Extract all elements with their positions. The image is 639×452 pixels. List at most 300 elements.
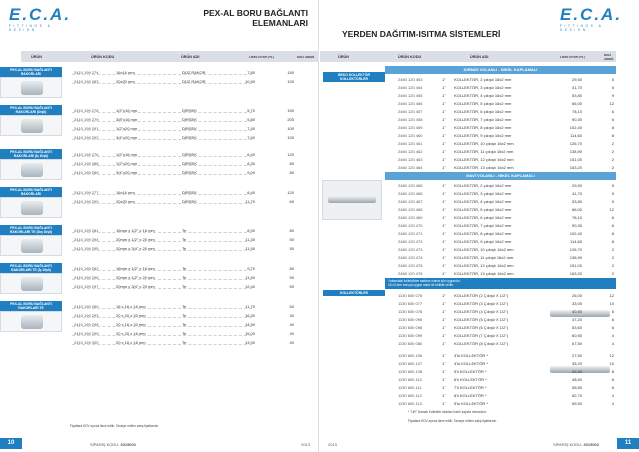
product-code: 2460 120 469 — [398, 215, 423, 220]
product-name: KOLLEKTÖR (6 Çıkışlı X 1/2") — [454, 325, 509, 330]
product-price: 41,70 — [571, 85, 582, 90]
product-code: 1130 600 107 — [398, 361, 423, 366]
product-size: 1/2"x16 mm — [116, 108, 138, 113]
row-divider — [72, 128, 252, 131]
row-divider — [72, 119, 252, 122]
product-name: KOLLEKTÖR, 5 çıkışlı 16x2 mm — [454, 101, 512, 106]
category-box — [0, 149, 62, 180]
row-divider — [72, 286, 252, 289]
product-code: 2410 199 281 — [74, 228, 99, 233]
product-code: 2460 120 476 — [398, 271, 423, 276]
product-price: 151,00 — [569, 263, 582, 268]
product-size: 20 x 16 x 16 mm — [116, 340, 146, 345]
row-divider — [72, 324, 252, 327]
product-name: KOLLEKTÖR, 4 çıkışlı 16x2 mm — [454, 93, 512, 98]
product-name: DÜZ RAKOR — [182, 79, 206, 84]
header-price: LİSTE FİYATI (TL) — [249, 54, 274, 59]
product-price: 11,70 — [245, 304, 255, 309]
product-size: 16mm x 1/2" x 16 mm — [116, 228, 155, 233]
product-code: 2410 199 299 — [74, 331, 99, 336]
product-dn: 1" — [442, 77, 446, 82]
left-page — [0, 0, 319, 452]
row-divider — [72, 201, 252, 204]
row-divider — [72, 230, 252, 233]
product-price: 7,40 — [247, 126, 255, 131]
category-box — [0, 67, 62, 98]
product-dn: 1" — [442, 207, 446, 212]
product-size: 20x20 mm — [116, 79, 135, 84]
product-qty: 5 — [611, 183, 614, 188]
header-price-right: LİSTE FİYATI (TL) — [560, 54, 585, 59]
product-dn: 1" — [442, 183, 446, 188]
row-divider — [72, 72, 252, 75]
product-price: 5,70 — [247, 108, 255, 113]
product-price: 47,20 — [571, 317, 582, 322]
product-qty: 8 — [611, 369, 614, 374]
product-price: 102,40 — [569, 231, 582, 236]
category-label: PEX-AL BORU BAĞLANTI RAKORLARI — [0, 67, 62, 77]
right-page-number: 11 — [617, 438, 639, 449]
product-dn: 1" — [442, 271, 446, 276]
product-qty: 60 — [289, 304, 294, 309]
product-code: 2460 120 455 — [398, 93, 423, 98]
product-image — [0, 159, 62, 180]
product-code: 2410 199 289 — [74, 170, 99, 175]
product-name: KOLLEKTÖR, 7 çıkışlı 16x2 mm — [454, 117, 512, 122]
product-qty: 50 — [289, 275, 294, 280]
product-name: KOLLEKTÖR, 11 çıkışlı 16x2 mm — [454, 149, 514, 154]
fitting-icon — [21, 163, 43, 177]
product-dn: 1" — [442, 401, 446, 406]
product-code: 2460 120 461 — [398, 141, 423, 146]
product-qty: 5 — [611, 85, 614, 90]
fitting-icon — [21, 239, 43, 253]
product-qty: 120 — [287, 190, 294, 195]
product-size: 3/8"x16 mm — [116, 117, 138, 122]
product-size: 20 x 16 x 20 mm — [116, 322, 146, 327]
row-divider — [72, 154, 252, 157]
product-price: 11,90 — [245, 275, 255, 280]
product-qty: 6 — [611, 117, 614, 122]
product-name: Te — [182, 237, 187, 242]
product-qty: 6 — [611, 309, 614, 314]
product-qty: 12 — [609, 353, 614, 358]
product-price: 40,50 — [571, 309, 582, 314]
product-name: Te — [182, 322, 187, 327]
product-size: 20mm x 1/2" x 20 mm — [116, 237, 155, 242]
product-dn: 1" — [442, 133, 446, 138]
product-qty: 200 — [287, 117, 294, 122]
product-name: DİRSEK — [182, 190, 197, 195]
product-price: 78,10 — [571, 215, 582, 220]
product-price: 5,80 — [247, 117, 255, 122]
header-name-right: ÜRÜN ADI — [470, 54, 489, 59]
category-label: PEX-AL BORU BAĞLANTI RAKORLARI TE — [0, 301, 62, 311]
product-dn: 1" — [442, 125, 446, 130]
product-price: 41,70 — [571, 191, 582, 196]
product-size: 1/2"x20 mm — [116, 161, 138, 166]
product-size: 20mm x 3/4" x 20 mm — [116, 246, 155, 251]
product-code: 1130 600 112 — [398, 393, 422, 398]
product-dn: 1" — [442, 317, 446, 322]
product-price: 53,60 — [571, 325, 582, 330]
product-dn: 1" — [442, 165, 446, 170]
product-price: 66,00 — [571, 101, 582, 106]
product-price: 67,50 — [571, 341, 582, 346]
product-qty: 5 — [611, 77, 614, 82]
row-divider — [72, 239, 252, 242]
product-name: KOLLEKTÖR, 9 çıkışlı 16x2 mm — [454, 239, 512, 244]
product-name: Te — [182, 284, 187, 289]
header-qty: KOLİ ADEDİ — [297, 54, 315, 59]
product-code: 1130 600 078 — [398, 309, 423, 314]
product-name: KOLLEKTÖR, 4 çıkışlı 16x2 mm — [454, 199, 512, 204]
product-name: KOLLEKTÖR, 3 çıkışlı 16x2 mm — [454, 85, 512, 90]
note-line-2: 16 x2 mm boruya uygun rakor ile birlikte verilir. — [388, 283, 454, 288]
product-dn: 1" — [442, 353, 446, 358]
product-dn: 1" — [442, 293, 446, 298]
product-qty: 2 — [611, 247, 614, 252]
product-name: DİRSEK — [182, 117, 197, 122]
product-qty: 12 — [609, 101, 614, 106]
product-qty: 120 — [287, 152, 294, 157]
product-code: 1130 600 106 — [398, 353, 423, 358]
product-price: 48,60 — [571, 377, 582, 382]
product-qty: 12 — [609, 293, 614, 298]
product-qty: 2 — [611, 255, 614, 260]
product-code: 2460 120 466 — [398, 191, 423, 196]
product-name: 5'li KOLLEKTÖR * — [454, 369, 487, 374]
product-qty: 60 — [289, 199, 294, 204]
row-divider — [72, 248, 252, 251]
product-qty: 2 — [611, 149, 614, 154]
product-dn: 1" — [442, 309, 446, 314]
product-code: 2410 199 293 — [74, 313, 99, 318]
product-dn: 1" — [442, 117, 446, 122]
product-qty: 6 — [611, 377, 614, 382]
product-price: 102,40 — [569, 125, 582, 130]
product-code: 2410 199 274 — [74, 70, 99, 75]
product-code: 2460 120 475 — [398, 263, 423, 268]
product-dn: 1" — [442, 191, 446, 196]
product-qty: 150 — [287, 108, 294, 113]
product-price: 62,70 — [571, 393, 582, 398]
product-code: 2410 199 290 — [74, 199, 99, 204]
product-price: 151,00 — [569, 157, 582, 162]
product-name: KOLLEKTÖR, 6 çıkışlı 16x2 mm — [454, 109, 512, 114]
product-name: 4'lü KOLLEKTÖR * — [454, 361, 488, 366]
header-qty-right: KOLİ ADEDİ — [604, 52, 614, 61]
product-dn: 1" — [442, 341, 446, 346]
product-qty: 100 — [287, 79, 294, 84]
product-image — [0, 235, 62, 256]
product-name: KOLLEKTÖR, 7 çıkışlı 16x2 mm — [454, 223, 512, 228]
brand-logo-right — [560, 6, 630, 32]
product-name: KOLLEKTÖR, 13 çıkışlı 16x2 mm — [454, 165, 514, 170]
product-price: 27,50 — [571, 353, 582, 358]
product-code: 2460 120 468 — [398, 207, 423, 212]
product-qty: 2 — [611, 157, 614, 162]
left-footer-year: 2013 — [301, 442, 310, 447]
product-name: KOLLEKTÖR, 5 çıkışlı 16x2 mm — [454, 207, 512, 212]
product-code: 2460 120 465 — [398, 183, 423, 188]
product-code: 2460 120 453 — [398, 77, 423, 82]
product-dn: 1" — [442, 149, 446, 154]
product-dn: 1" — [442, 199, 446, 204]
product-dn: 1" — [442, 369, 446, 374]
product-qty: 6 — [611, 325, 614, 330]
product-dn: 1" — [442, 109, 446, 114]
row-divider — [72, 192, 252, 195]
product-code: 2410 199 276 — [74, 152, 99, 157]
product-name: Te — [182, 340, 187, 345]
left-footnote: Fiyatlara KDV ayrıca ilave edilir. Tavsiye edilen satış fiyatlarıdır. — [70, 424, 160, 428]
category-box-kollektor — [323, 290, 385, 296]
right-page-title: YERDEN DAĞITIM-ISITMA SİSTEMLERİ — [342, 29, 501, 39]
product-qty: 4 — [611, 341, 614, 346]
product-qty: 9 — [611, 93, 614, 98]
product-name: KOLLEKTÖR, 11 çıkışlı 16x2 mm — [454, 255, 514, 260]
product-code: 1130 600 098 — [398, 325, 423, 330]
product-qty: 150 — [287, 70, 294, 75]
band-blue: MAVİ VOLANLI - NİKEL KAPLAMALI — [385, 172, 616, 180]
category-label: PEX-AL BORU BAĞLANTI RAKORLARI TE (İç Dişli) — [0, 263, 62, 273]
right-table-header — [320, 51, 616, 62]
product-name: DİRSEK — [182, 108, 197, 113]
product-price: 55,80 — [571, 385, 582, 390]
product-size: 16 x 16 x 16 mm — [116, 304, 146, 309]
product-name: KOLLEKTÖR, 8 çıkışlı 16x2 mm — [454, 231, 512, 236]
product-name: KOLLEKTÖR (7 Çıkışlı X 1/2") — [454, 333, 509, 338]
product-price: 35,20 — [571, 361, 582, 366]
product-code: 1130 600 110 — [398, 377, 422, 382]
product-code: 2410 199 296 — [74, 275, 99, 280]
row-divider — [72, 342, 252, 345]
product-qty: 8 — [611, 133, 614, 138]
product-dn: 1" — [442, 93, 446, 98]
product-code: 2410 199 279 — [74, 117, 99, 122]
product-qty: 40 — [289, 340, 294, 345]
product-name: KOLLEKTÖR, 13 çıkışlı 16x2 mm — [454, 271, 514, 276]
fitting-icon — [21, 119, 43, 133]
product-dn: 1" — [442, 223, 446, 228]
product-name: KOLLEKTÖR (2 Çıkışlı X 1/2") — [454, 293, 509, 298]
category-box — [0, 301, 62, 332]
product-name: KOLLEKTÖR (3 Çıkışlı X 1/2") — [454, 301, 509, 306]
product-qty: 10 — [609, 361, 614, 366]
product-code: 1130 600 108 — [398, 369, 423, 374]
left-title-line1: PEX-AL BORU BAĞLANTI — [203, 8, 308, 18]
category-box — [0, 187, 62, 218]
right-footer: SİPARİŞ KODU: 3015002 — [553, 442, 599, 447]
manifold-icon — [328, 196, 376, 203]
product-code: 2460 120 463 — [398, 157, 423, 162]
product-code: 1130 600 096 — [398, 317, 423, 322]
product-price: 90,30 — [571, 117, 582, 122]
product-price: 114,60 — [570, 133, 582, 138]
product-size: 16mm x 1/2" x 16 mm — [116, 266, 155, 271]
product-price: 53,80 — [571, 199, 582, 204]
product-size: 16x16 mm — [116, 70, 135, 75]
product-qty: 80 — [289, 228, 294, 233]
product-name: KOLLEKTÖR, 9 çıkışlı 16x2 mm — [454, 133, 512, 138]
product-code: 2410 199 283 — [74, 79, 99, 84]
product-size: 3/4"x20 mm — [116, 135, 138, 140]
product-code: 2460 120 456 — [398, 101, 423, 106]
product-name: KOLLEKTÖR (5 Çıkışlı X 1/2") — [454, 317, 509, 322]
product-code: 2460 120 459 — [398, 125, 423, 130]
product-name: KOLLEKTÖR, 10 çıkışlı 16x2 mm — [454, 141, 514, 146]
right-footnote-2: Fiyatlara KDV ayrıca ilave edilir. Tavsiye edilen satış fiyatlarıdır. — [408, 419, 498, 423]
product-name: KOLLEKTÖR, 10 çıkışlı 16x2 mm — [454, 247, 514, 252]
product-price: 15,00 — [244, 331, 255, 336]
product-dn: 1" — [442, 301, 446, 306]
product-name: KOLLEKTÖR (4 Çıkışlı X 1/2") — [454, 309, 509, 314]
logo-tagline-right: FITTINGS & DESIGN — [560, 24, 604, 32]
product-image — [0, 311, 62, 332]
right-footnote-1: * "UR" Damalı Kollektör stoktan kısıtlı sayıda mevcuttur. — [408, 410, 487, 414]
product-qty: 4 — [611, 401, 614, 406]
product-dn: 1" — [442, 393, 446, 398]
product-dn: 1" — [442, 215, 446, 220]
product-image — [0, 77, 62, 98]
product-dn: 1" — [442, 247, 446, 252]
product-price: 11,70 — [245, 199, 255, 204]
product-price: 8,40 — [247, 190, 255, 195]
product-code: 2410 199 277 — [74, 190, 99, 195]
product-code: 2460 120 470 — [398, 223, 423, 228]
category-box — [0, 105, 62, 136]
product-name: KOLLEKTÖR, 2 çıkışlı 16x2 mm — [454, 77, 512, 82]
product-price: 12,40 — [244, 284, 255, 289]
product-code: 2460 120 472 — [398, 239, 423, 244]
product-size: 20 x 20 x 20 mm — [116, 313, 146, 318]
product-code: 2460 120 458 — [398, 117, 423, 122]
row-divider — [72, 137, 252, 140]
product-size: 20x20 mm — [116, 199, 135, 204]
product-code: 2410 199 297 — [74, 284, 99, 289]
product-name: Te — [182, 275, 187, 280]
product-qty: 50 — [289, 237, 294, 242]
product-price: 163,20 — [569, 165, 582, 170]
category-label: PEX-AL BORU BAĞLANTI RAKORLARI TE (Dış Dişli) — [0, 225, 62, 235]
product-dn: 1" — [442, 141, 446, 146]
product-price: 126,70 — [569, 141, 582, 146]
product-name: KOLLEKTÖR, 6 çıkışlı 16x2 mm — [454, 215, 512, 220]
product-dn: 1" — [442, 239, 446, 244]
row-divider — [72, 315, 252, 318]
product-code: 2460 120 462 — [398, 149, 423, 154]
product-code: 1130 600 080 — [398, 341, 423, 346]
note-line-1: Yukarıdaki kollektörler sadece ısıtma için uygundur. — [388, 279, 461, 283]
product-price: 90,30 — [571, 223, 582, 228]
product-size: 20mm x 3/4" x 20 mm — [116, 284, 155, 289]
left-page-number: 10 — [0, 438, 22, 449]
header-name: ÜRÜN ADI — [181, 54, 200, 59]
product-name: KOLLEKTÖR, 8 çıkışlı 16x2 mm — [454, 125, 512, 130]
header-code-right: ÜRÜN KODU — [398, 54, 422, 59]
left-table-header — [21, 51, 318, 62]
product-dn: 1" — [442, 157, 446, 162]
product-qty: 4 — [611, 333, 614, 338]
product-price: 9,00 — [247, 170, 255, 175]
header-product-right: ÜRÜN — [338, 54, 349, 59]
product-name: KOLLEKTÖR (8 Çıkışlı X 1/2") — [454, 341, 509, 346]
product-qty: 6 — [611, 223, 614, 228]
product-name: Te — [182, 266, 187, 271]
product-name: 6'lı KOLLEKTÖR * — [454, 377, 487, 382]
product-name: KOLLEKTÖR, 12 çıkışlı 16x2 mm — [454, 157, 514, 162]
category-box — [0, 263, 62, 294]
product-code: 2410 199 298 — [74, 322, 99, 327]
product-qty: 9 — [611, 199, 614, 204]
product-code: 2410 199 294 — [74, 237, 99, 242]
row-divider — [72, 277, 252, 280]
product-dn: 1" — [442, 325, 446, 330]
product-size: 1/2"x20 mm — [116, 126, 138, 131]
brand-logo — [9, 6, 79, 32]
right-footer-year: 2013 — [328, 442, 337, 447]
product-code: 2460 120 474 — [398, 255, 423, 260]
product-code: 1130 600 076 — [398, 293, 423, 298]
product-price: 16,30 — [244, 313, 255, 318]
logo-tagline: FITTINGS & DESIGN — [9, 24, 53, 32]
row-divider — [72, 333, 252, 336]
product-name: KOLLEKTÖR, 2 çıkışlı 16x2 mm — [454, 183, 512, 188]
row-divider — [72, 306, 252, 309]
fitting-icon — [21, 201, 43, 215]
product-code: 1130 600 113 — [398, 401, 422, 406]
fitting-icon — [21, 81, 43, 95]
product-qty: 2 — [611, 165, 614, 170]
product-qty: 80 — [289, 161, 294, 166]
product-name: DİRSEK — [182, 161, 197, 166]
category-label: BEKO KOLLEKTÖR KOLLEKTÖRLER — [323, 72, 385, 82]
product-code: 2460 120 460 — [398, 133, 423, 138]
category-label: PEX-AL BORU BAĞLANTI RAKORLARI (Dişli) — [0, 105, 62, 115]
product-name: Te — [182, 313, 187, 318]
product-name: 9'lu KOLLEKTÖR * — [454, 401, 488, 406]
product-price: 11,30 — [245, 237, 255, 242]
product-qty: 40 — [289, 322, 294, 327]
category-label: KOLLEKTÖRLER — [323, 290, 385, 296]
left-title-line2: ELEMANLARI — [252, 18, 308, 28]
product-image — [0, 115, 62, 136]
product-name: DİRSEK — [182, 170, 197, 175]
product-qty: 4 — [611, 393, 614, 398]
product-price: 8,30 — [247, 161, 255, 166]
product-qty: 10 — [609, 301, 614, 306]
category-label: PEX-AL BORU BAĞLANTI RAKORLARI — [0, 187, 62, 197]
product-code: 2410 199 278 — [74, 108, 99, 113]
product-qty: 6 — [611, 215, 614, 220]
product-code: 2410 199 292 — [74, 135, 99, 140]
product-code: 2410 199 280 — [74, 304, 99, 309]
product-price: 29,50 — [571, 77, 582, 82]
fitting-icon — [21, 277, 43, 291]
right-page — [320, 0, 639, 452]
product-code: 2460 120 457 — [398, 109, 423, 114]
product-price: 26,00 — [571, 293, 582, 298]
product-name: DİRSEK — [182, 152, 197, 157]
logo-text-right: E.C.A. — [560, 5, 623, 24]
product-dn: 1" — [442, 263, 446, 268]
product-code: 2410 199 295 — [74, 246, 99, 251]
category-label: PEX-AL BORU BAĞLANTI RAKORLARI (İç Dişli) — [0, 149, 62, 159]
product-dn: 1" — [442, 255, 446, 260]
product-size: 20mm x 1/2" x 20 mm — [116, 275, 155, 280]
product-price: 33,00 — [571, 301, 582, 306]
